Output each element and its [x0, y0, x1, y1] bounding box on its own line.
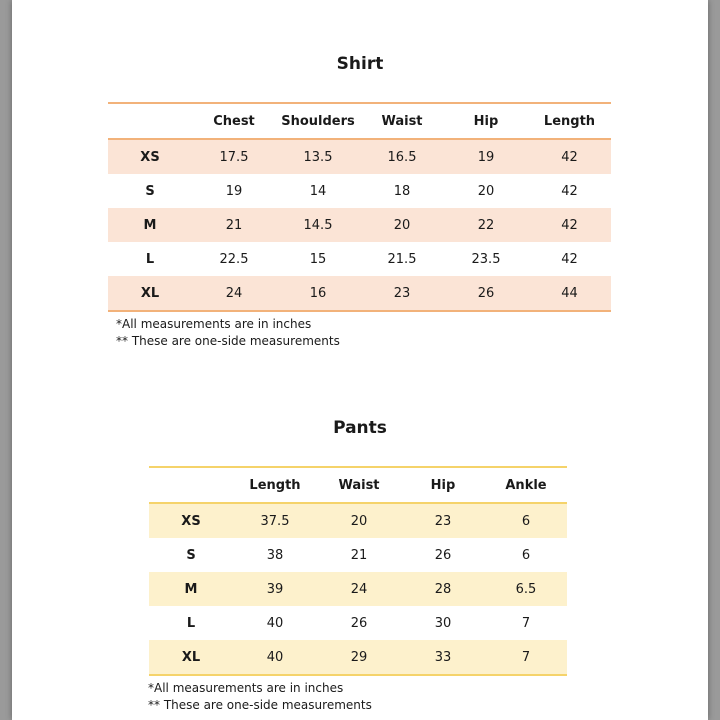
table-cell: 22 — [444, 208, 528, 242]
table-cell: 33 — [401, 640, 485, 675]
table-cell: 20 — [317, 503, 401, 538]
table-cell: 16.5 — [360, 139, 444, 174]
table-cell: 42 — [528, 208, 611, 242]
size-label: XL — [108, 276, 192, 311]
table-cell: 42 — [528, 139, 611, 174]
table-cell: 40 — [266, 615, 284, 631]
table-cell: 28 — [401, 572, 485, 606]
shirt-title: Shirt — [336, 54, 384, 74]
table-cell: 7 — [521, 615, 531, 631]
table-cell: 19 — [225, 183, 243, 199]
column-header: Hip — [430, 477, 456, 493]
column-header: Chest — [213, 113, 255, 129]
column-header: Ankle — [505, 477, 547, 493]
size-label: M — [149, 572, 233, 606]
table-row — [149, 606, 567, 640]
size-label: S — [145, 183, 155, 199]
column-header: Waist — [381, 113, 423, 129]
pants-title: Pants — [333, 418, 387, 438]
size-label: XS — [149, 503, 233, 538]
table-cell: 14 — [309, 183, 327, 199]
table-cell: 14.5 — [276, 208, 360, 242]
table-row — [149, 538, 567, 572]
table-cell: 40 — [233, 640, 317, 675]
table-cell: 23.5 — [471, 251, 501, 267]
pants-notes — [148, 680, 372, 714]
table-cell: 24 — [317, 572, 401, 606]
document-page — [12, 0, 708, 720]
table-cell: 16 — [276, 276, 360, 311]
table-cell: 23 — [401, 503, 485, 538]
column-header: Hip — [473, 113, 499, 129]
table-cell: 39 — [233, 572, 317, 606]
table-cell: 38 — [266, 547, 284, 563]
table-row — [108, 174, 611, 208]
table-cell: 26 — [444, 276, 528, 311]
column-header: Waist — [338, 477, 380, 493]
table-cell: 20 — [360, 208, 444, 242]
size-label: XL — [149, 640, 233, 675]
table-cell: 24 — [192, 276, 276, 311]
table-row — [108, 208, 611, 242]
table-row — [108, 139, 611, 174]
table-cell: 23 — [360, 276, 444, 311]
table-cell: 42 — [561, 251, 578, 267]
size-label: S — [186, 547, 196, 563]
table-cell: 42 — [561, 183, 578, 199]
column-header: Shoulders — [281, 113, 355, 129]
table-cell: 37.5 — [233, 503, 317, 538]
table-header-row — [149, 467, 567, 503]
table-cell: 19 — [444, 139, 528, 174]
shirt-notes — [116, 316, 340, 350]
table-cell: 22.5 — [219, 251, 249, 267]
table-cell: 29 — [317, 640, 401, 675]
table-cell: 30 — [434, 615, 452, 631]
note-one-side: ** These are one-side measurements — [116, 334, 340, 348]
column-header — [108, 103, 192, 139]
note-units: *All measurements are in inches — [148, 681, 344, 695]
shirt-size-table — [108, 102, 611, 312]
size-label: M — [108, 208, 192, 242]
table-cell: 6.5 — [485, 572, 567, 606]
column-header — [149, 467, 233, 503]
table-row — [108, 242, 611, 276]
size-label: L — [145, 251, 155, 267]
table-cell: 7 — [485, 640, 567, 675]
table-cell: 15 — [309, 251, 327, 267]
table-row — [149, 640, 567, 675]
table-cell: 17.5 — [192, 139, 276, 174]
table-row — [149, 572, 567, 606]
size-label: XS — [108, 139, 192, 174]
table-cell: 6 — [521, 547, 531, 563]
pants-size-table — [149, 466, 567, 676]
table-cell: 18 — [393, 183, 411, 199]
column-header: Length — [543, 113, 596, 129]
table-cell: 21 — [192, 208, 276, 242]
table-cell: 20 — [477, 183, 495, 199]
table-row — [108, 276, 611, 311]
note-one-side: ** These are one-side measurements — [148, 698, 372, 712]
note-units: *All measurements are in inches — [116, 317, 312, 331]
table-cell: 44 — [528, 276, 611, 311]
table-cell: 21.5 — [387, 251, 417, 267]
table-cell: 26 — [434, 547, 452, 563]
size-label: L — [186, 615, 196, 631]
column-header: Length — [249, 477, 301, 493]
table-cell: 21 — [350, 547, 368, 563]
table-header-row — [108, 103, 611, 139]
table-cell: 13.5 — [276, 139, 360, 174]
table-row — [149, 503, 567, 538]
table-cell: 6 — [485, 503, 567, 538]
table-cell: 26 — [350, 615, 368, 631]
